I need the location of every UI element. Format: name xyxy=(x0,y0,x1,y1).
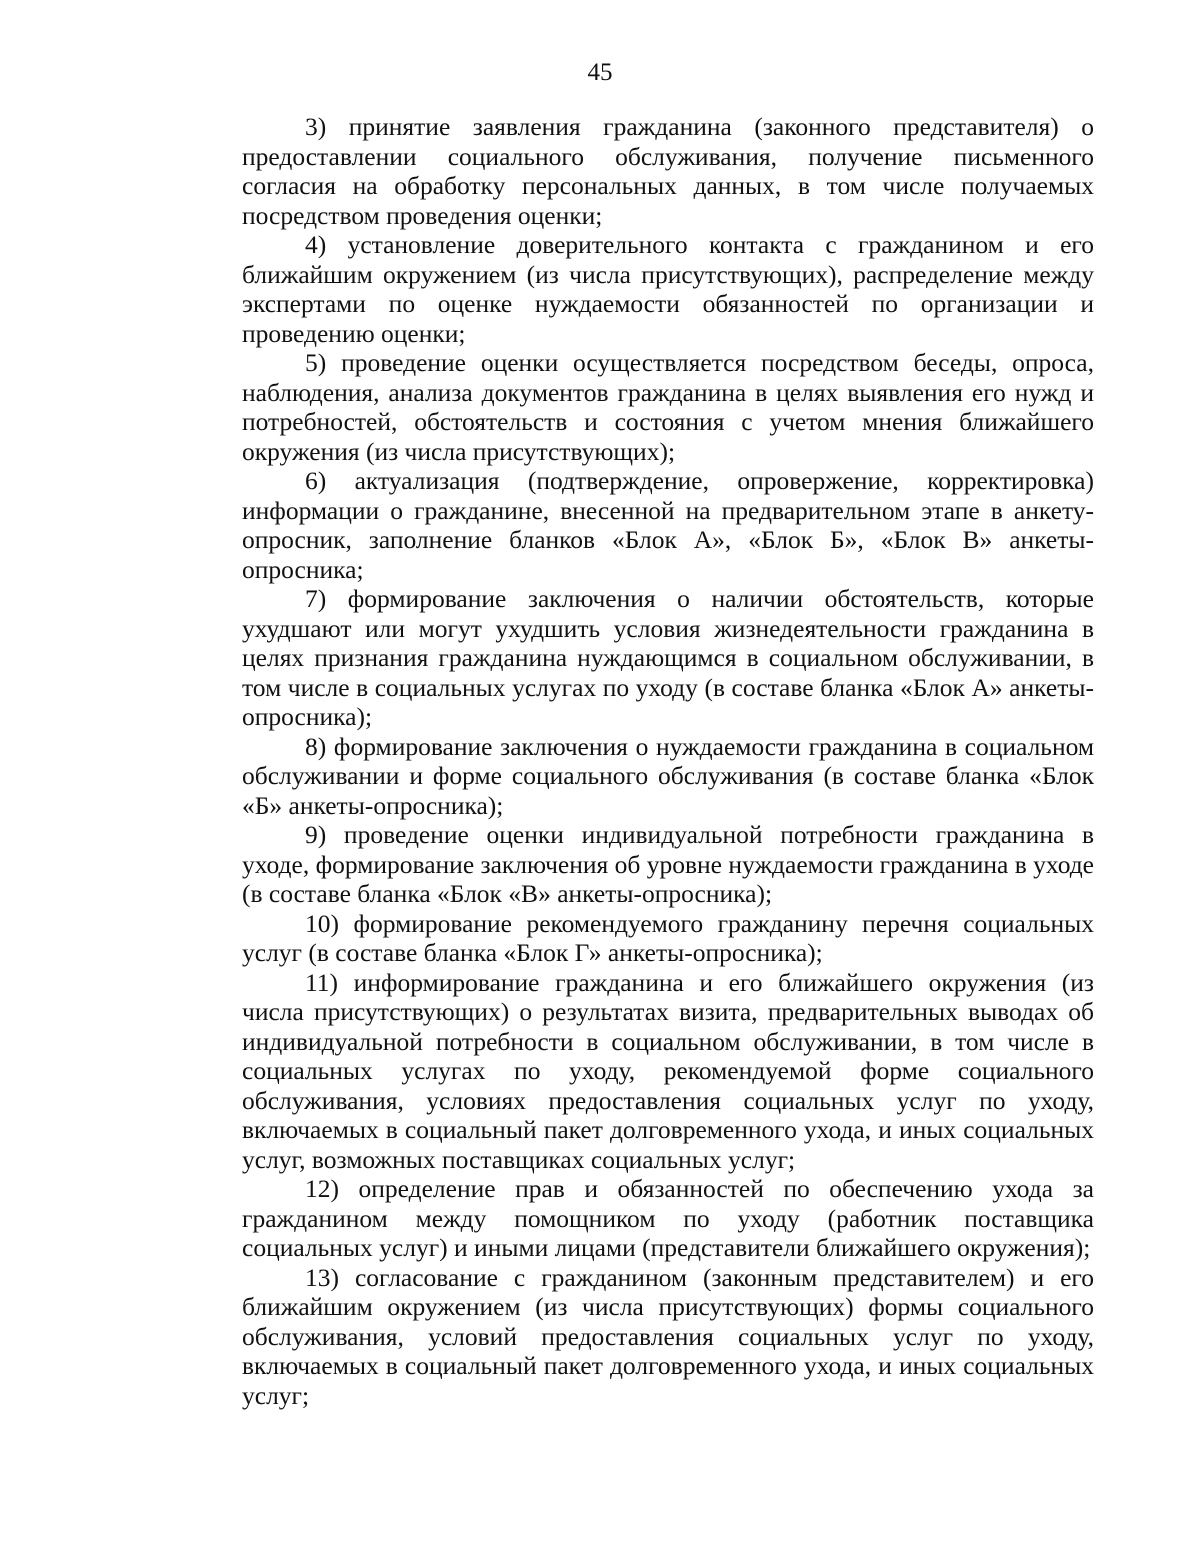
list-item-3: 3) принятие заявления гражданина (законного представителя) о предоставлении социального обслуживания, получение письменного согласия на обработку персональных данных, в том числе получаемых посредством проведения оценки; xyxy=(242,112,1094,230)
list-item-10: 10) формирование рекомендуемого гражданину перечня социальных услуг (в составе бланка «Блок Г» анкеты-опросника); xyxy=(242,908,1094,967)
list-item-4: 4) установление доверительного контакта с гражданином и его ближайшим окружением (из числа присутствующих), распределение между экспертами по оценке нуждаемости обязанностей по организации и проведению оценки; xyxy=(242,230,1094,348)
list-item-11: 11) информирование гражданина и его ближайшего окружения (из числа присутствующих) о результатах визита, предварительных выводах об индивидуальной потребности в социальном обслуживании, в том числе в социальных услугах по уходу, рекомендуемой форме социального обслуживания, условиях предоставления социальных услуг по уходу, включаемых в социальный пакет долговременного ухода, и иных социальных услуг, возможных поставщиках социальных услуг; xyxy=(242,967,1094,1174)
document-body xyxy=(242,112,1094,1410)
list-item-12: 12) определение прав и обязанностей по обеспечению ухода за гражданином между помощником по уходу (работник поставщика социальных услуг) и иными лицами (представители ближайшего окружения); xyxy=(242,1174,1094,1262)
page-number: 45 xyxy=(587,59,613,86)
list-item-8: 8) формирование заключения о нуждаемости гражданина в социальном обслуживании и форме социального обслуживания (в составе бланка «Блок «Б» анкеты-опросника); xyxy=(242,731,1094,820)
list-item-13: 13) согласование с гражданином (законным представителем) и его ближайшим окружением (из числа присутствующих) формы социального обслуживания, условий предоставления социальных услуг по уходу, включаемых в социальный пакет долговременного ухода, и иных социальных услуг; xyxy=(242,1262,1094,1410)
list-item-9: 9) проведение оценки индивидуальной потребности гражданина в уходе, формирование заключения об уровне нуждаемости гражданина в уходе (в составе бланка «Блок «В» анкеты-опросника); xyxy=(242,820,1094,908)
list-item-7: 7) формирование заключения о наличии обстоятельств, которые ухудшают или могут ухудшить условия жизнедеятельности гражданина в целях признания гражданина нуждающимся в социальном обслуживании, в том числе в социальных услугах по уходу (в составе бланка «Блок А» анкеты-опросника); xyxy=(242,584,1094,731)
list-item-5: 5) проведение оценки осуществляется посредством беседы, опроса, наблюдения, анализа документов гражданина в целях выявления его нужд и потребностей, обстоятельств и состояния с учетом мнения ближайшего окружения (из числа присутствующих); xyxy=(242,348,1094,466)
list-item-6: 6) актуализация (подтверждение, опровержение, корректировка) информации о гражданине, внесенной на предварительном этапе в анкету-опросник, заполнение бланков «Блок А», «Блок Б», «Блок В» анкеты-опросника; xyxy=(242,466,1094,584)
